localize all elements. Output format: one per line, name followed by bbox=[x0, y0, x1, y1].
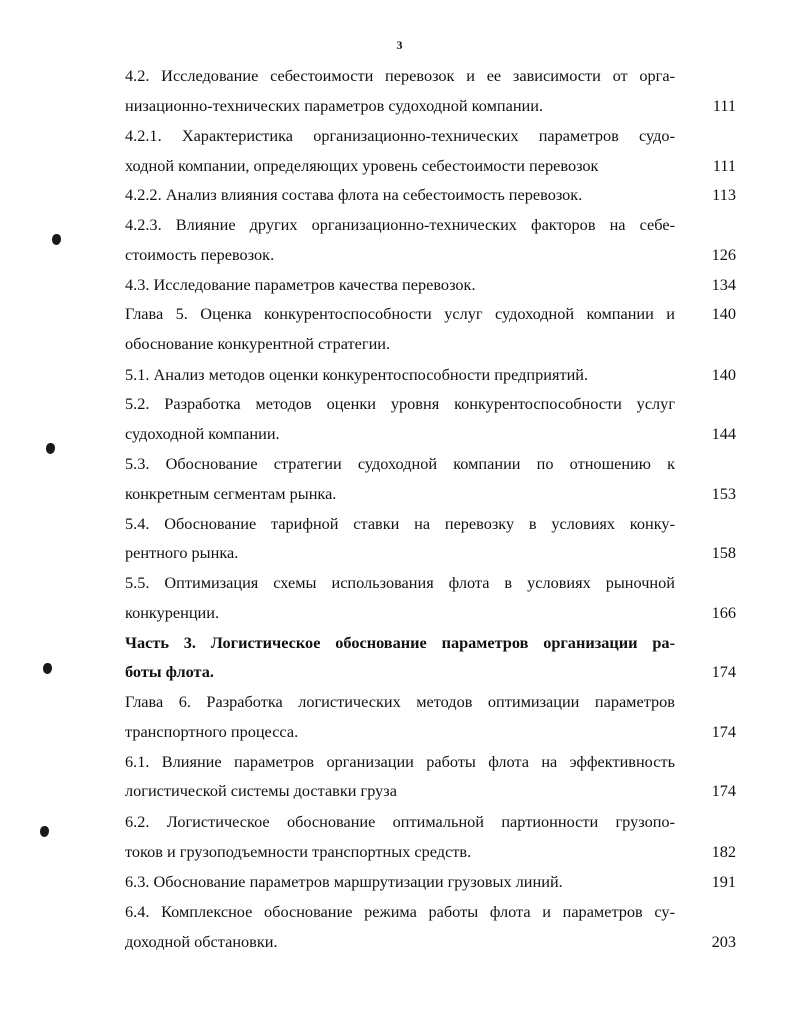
toc-entry-line: 5.1. Анализ методов оценки конкурентоспособности предприятий. bbox=[125, 365, 589, 384]
toc-entry-line: 6.2. Логистическое обоснование оптимальной партионности грузопо- bbox=[125, 812, 675, 831]
toc-page-number: 144 bbox=[711, 424, 736, 443]
toc-page-number: 140 bbox=[711, 365, 736, 384]
toc-entry-line: конкретным сегментам рынка. bbox=[125, 484, 337, 503]
toc-entry-line: 5.4. Обоснование тарифной ставки на перевозку в условиях конку- bbox=[125, 514, 675, 533]
binder-hole-mark bbox=[52, 234, 61, 245]
binder-hole-mark bbox=[46, 443, 55, 454]
toc-page-number: 174 bbox=[711, 781, 736, 800]
binder-hole-mark bbox=[40, 826, 49, 837]
toc-page-number: 203 bbox=[711, 932, 736, 951]
toc-entry-line: токов и грузоподъемности транспортных средств. bbox=[125, 842, 472, 861]
toc-entry-line: 5.2. Разработка методов оценки уровня конкурентоспособности услуг bbox=[125, 394, 675, 413]
toc-entry-line: конкуренции. bbox=[125, 603, 220, 622]
toc-entry-line: Глава 5. Оценка конкурентоспособности услуг судоходной компании и bbox=[125, 304, 675, 323]
toc-page-number: 111 bbox=[712, 96, 736, 115]
toc-entry-line: судоходной компании. bbox=[125, 424, 280, 443]
toc-entry-line: 5.5. Оптимизация схемы использования флота в условиях рыночной bbox=[125, 573, 675, 592]
toc-page-number: 158 bbox=[711, 543, 736, 562]
toc-entry-line: доходной обстановки. bbox=[125, 932, 278, 951]
toc-page-number: 140 bbox=[711, 304, 736, 323]
toc-page-number: 191 bbox=[711, 872, 736, 891]
toc-entry-line: транспортного процесса. bbox=[125, 722, 299, 741]
toc-entry-line: 5.3. Обоснование стратегии судоходной компании по отношению к bbox=[125, 454, 675, 473]
toc-part-heading-line: боты флота. bbox=[125, 662, 214, 681]
toc-entry-line: рентного рынка. bbox=[125, 543, 239, 562]
toc-entry-line: обоснование конкурентной стратегии. bbox=[125, 334, 391, 353]
toc-part-heading-line: Часть 3. Логистическое обоснование параметров организации ра- bbox=[125, 633, 675, 652]
toc-page-number: 174 bbox=[711, 662, 736, 681]
toc-page-number: 134 bbox=[711, 275, 736, 294]
toc-entry-line: низационно-технических параметров судоходной компании. bbox=[125, 96, 544, 115]
toc-page-number: 113 bbox=[712, 185, 736, 204]
toc-page-number: 182 bbox=[711, 842, 736, 861]
toc-page-number: 166 bbox=[711, 603, 736, 622]
toc-entry-line: 4.2.2. Анализ влияния состава флота на себестоимость перевозок. bbox=[125, 185, 583, 204]
toc-entry-line: стоимость перевозок. bbox=[125, 245, 275, 264]
toc-page-number: 174 bbox=[711, 722, 736, 741]
binder-hole-mark bbox=[43, 663, 52, 674]
toc-entry-line: 4.2.1. Характеристика организационно-технических параметров судо- bbox=[125, 126, 675, 145]
toc-entry-line: Глава 6. Разработка логистических методов оптимизации параметров bbox=[125, 692, 675, 711]
toc-entry-line: 4.3. Исследование параметров качества перевозок. bbox=[125, 275, 476, 294]
toc-entry-line: 6.1. Влияние параметров организации работы флота на эффективность bbox=[125, 752, 675, 771]
toc-page-number: 111 bbox=[712, 156, 736, 175]
page-number: 3 bbox=[396, 38, 403, 52]
toc-entry-line: 4.2. Исследование себестоимости перевозок и ее зависимости от орга- bbox=[125, 66, 675, 85]
toc-entry-line: ходной компании, определяющих уровень себестоимости перевозок bbox=[125, 156, 599, 175]
toc-page-number: 153 bbox=[711, 484, 736, 503]
toc-page-number: 126 bbox=[711, 245, 736, 264]
toc-entry-line: 4.2.3. Влияние других организационно-технических факторов на себе- bbox=[125, 215, 675, 234]
toc-entry-line: 6.3. Обоснование параметров маршрутизации грузовых линий. bbox=[125, 872, 563, 891]
toc-entry-line: логистической системы доставки груза bbox=[125, 781, 397, 800]
toc-entry-line: 6.4. Комплексное обоснование режима работы флота и параметров су- bbox=[125, 902, 675, 921]
